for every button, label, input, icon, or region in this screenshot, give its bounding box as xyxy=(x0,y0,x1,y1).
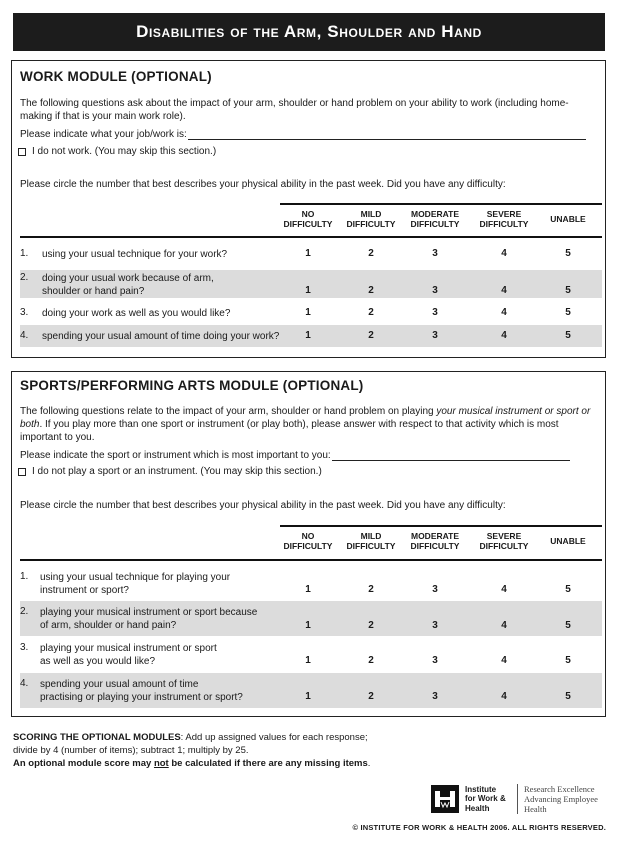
sports-table-top-rule xyxy=(280,525,602,527)
response-option-2[interactable]: 2 xyxy=(368,285,374,296)
response-option-4[interactable]: 4 xyxy=(501,330,507,341)
response-option-4[interactable]: 4 xyxy=(501,620,507,631)
response-option-3[interactable]: 3 xyxy=(432,307,438,318)
col-header-line: MILD xyxy=(360,531,382,541)
work-module xyxy=(11,60,606,358)
col-header-line: UNABLE xyxy=(550,536,586,546)
question-line: spending your usual amount of time xyxy=(40,679,199,690)
work-module-title: WORK MODULE (OPTIONAL) xyxy=(20,69,212,84)
sports-skip-checkbox[interactable] xyxy=(18,468,26,476)
response-option-3[interactable]: 3 xyxy=(432,330,438,341)
response-option-4[interactable]: 4 xyxy=(501,655,507,666)
response-option-5[interactable]: 5 xyxy=(565,330,571,341)
question-number: 3. xyxy=(20,307,29,318)
question-text xyxy=(42,272,292,298)
sports-intro-b: . If you play more than one sport or instrument (or play both), please answer with respect to that activity which is most important to you. xyxy=(20,419,559,443)
col-header-line: DIFFICULTY xyxy=(479,219,529,229)
question-line: spending your usual amount of time doing your work? xyxy=(42,331,280,342)
response-option-5[interactable]: 5 xyxy=(565,620,571,631)
iwh-logo-mark xyxy=(431,785,459,813)
question-text xyxy=(40,571,290,597)
question-line: practising or playing your instrument or sport? xyxy=(40,692,243,703)
response-option-2[interactable]: 2 xyxy=(368,620,374,631)
response-option-4[interactable]: 4 xyxy=(501,248,507,259)
response-option-3[interactable]: 3 xyxy=(432,285,438,296)
response-option-3[interactable]: 3 xyxy=(432,620,438,631)
response-option-4[interactable]: 4 xyxy=(501,584,507,595)
col-header-line: MODERATE xyxy=(410,209,459,219)
col-header-line: SEVERE xyxy=(486,531,522,541)
sports-intro-a: The following questions relate to the impact of your arm, shoulder or hand problem on playing xyxy=(20,406,437,417)
sport-answer-field[interactable] xyxy=(332,450,570,461)
question-line: playing your musical instrument or sport xyxy=(40,643,217,654)
sport-line xyxy=(20,450,570,461)
col-header-line: NO xyxy=(301,209,315,219)
response-option-3[interactable]: 3 xyxy=(432,584,438,595)
question-line: doing your usual work because of arm, xyxy=(42,273,214,284)
logo-name-line: Institute xyxy=(465,784,497,794)
iwh-logo-name xyxy=(465,785,511,814)
response-option-2[interactable]: 2 xyxy=(368,307,374,318)
col-header-line: MILD xyxy=(360,209,382,219)
question-number: 1. xyxy=(20,571,29,582)
iwh-tagline xyxy=(524,784,598,814)
work-col-header xyxy=(469,209,539,229)
work-col-header xyxy=(533,214,603,224)
scoring-warning-underline: not xyxy=(153,758,169,769)
question-number: 4. xyxy=(20,678,29,689)
response-option-5[interactable]: 5 xyxy=(565,691,571,702)
response-option-1[interactable]: 1 xyxy=(305,655,311,666)
question-line: instrument or sport? xyxy=(40,585,129,596)
col-header-line: DIFFICULTY xyxy=(346,219,396,229)
work-question-row xyxy=(20,325,602,347)
sports-module-intro xyxy=(20,405,600,444)
question-text xyxy=(40,606,290,632)
sports-question-row xyxy=(20,566,602,599)
response-option-5[interactable]: 5 xyxy=(565,584,571,595)
sports-module-title: SPORTS/PERFORMING ARTS MODULE (OPTIONAL) xyxy=(20,378,364,393)
question-line: as well as you would like? xyxy=(40,656,156,667)
sports-question-row xyxy=(20,673,602,708)
response-option-5[interactable]: 5 xyxy=(565,248,571,259)
sports-intro-italic: your musical instrument or sport or both xyxy=(20,406,591,430)
work-question-row xyxy=(20,243,602,265)
work-instruction: Please circle the number that best describes your physical ability in the past week. Did you have any difficulty: xyxy=(20,179,506,190)
question-number: 2. xyxy=(20,272,29,283)
question-text xyxy=(42,307,292,320)
scoring-warning-a: An optional module score may xyxy=(13,758,154,769)
col-header-line: MODERATE xyxy=(410,531,459,541)
response-option-2[interactable]: 2 xyxy=(368,330,374,341)
sports-module xyxy=(11,371,606,717)
col-header-line: DIFFICULTY xyxy=(346,541,396,551)
col-header-line: DIFFICULTY xyxy=(479,541,529,551)
copyright: © INSTITUTE FOR WORK & HEALTH 2006. ALL RIGHTS RESERVED. xyxy=(352,823,606,832)
work-table-header-rule xyxy=(20,236,602,238)
sports-skip-line xyxy=(18,466,322,477)
page-title: Disabilities of the Arm, Shoulder and Hand xyxy=(13,13,605,51)
response-option-3[interactable]: 3 xyxy=(432,248,438,259)
job-line xyxy=(20,129,586,140)
col-header-line: DIFFICULTY xyxy=(283,219,333,229)
sports-question-row xyxy=(20,638,602,671)
response-option-4[interactable]: 4 xyxy=(501,307,507,318)
scoring-warning-c: . xyxy=(367,758,371,769)
work-question-row xyxy=(20,304,602,324)
scoring-warning-b: be calculated if there are any missing items xyxy=(168,758,368,769)
work-col-header xyxy=(336,209,406,229)
sports-question-row xyxy=(20,601,602,636)
sport-prompt: Please indicate the sport or instrument which is most important to you: xyxy=(20,450,331,461)
job-prompt: Please indicate what your job/work is: xyxy=(20,129,187,140)
work-col-header xyxy=(400,209,470,229)
sports-col-header xyxy=(273,531,343,551)
question-number: 1. xyxy=(20,248,29,259)
iwh-logo xyxy=(431,784,598,814)
col-header-line: NO xyxy=(301,531,315,541)
sports-instruction: Please circle the number that best describes your physical ability in the past week. Did you have any difficulty: xyxy=(20,500,506,511)
sports-col-header xyxy=(400,531,470,551)
work-table-top-rule xyxy=(280,203,602,205)
response-option-5[interactable]: 5 xyxy=(565,285,571,296)
sports-table-header-rule xyxy=(20,559,602,561)
question-text xyxy=(40,678,290,704)
question-line: using your usual technique for your work? xyxy=(42,249,228,260)
scoring-instructions xyxy=(13,731,433,770)
response-option-2[interactable]: 2 xyxy=(368,248,374,259)
logo-name-line: Health xyxy=(465,803,490,813)
scoring-heading: SCORING THE OPTIONAL MODULES xyxy=(13,732,181,743)
question-line: shoulder or hand pain? xyxy=(42,286,145,297)
col-header-line: DIFFICULTY xyxy=(410,541,460,551)
scoring-text-2: divide by 4 (number of items); subtract 1; multiply by 25. xyxy=(13,745,249,756)
response-option-2[interactable]: 2 xyxy=(368,655,374,666)
work-skip-checkbox[interactable] xyxy=(18,148,26,156)
response-option-1[interactable]: 1 xyxy=(305,248,311,259)
question-number: 3. xyxy=(20,642,29,653)
tagline-line: Health xyxy=(524,804,547,814)
work-col-header xyxy=(273,209,343,229)
response-option-1[interactable]: 1 xyxy=(305,620,311,631)
sports-col-header xyxy=(469,531,539,551)
job-answer-field[interactable] xyxy=(188,129,586,140)
scoring-text-1: : Add up assigned values for each response; xyxy=(180,732,368,743)
response-option-5[interactable]: 5 xyxy=(565,655,571,666)
question-number: 2. xyxy=(20,606,29,617)
sports-col-header xyxy=(336,531,406,551)
tagline-line: Research Excellence xyxy=(524,784,595,794)
work-question-row xyxy=(20,270,602,298)
col-header-line: SEVERE xyxy=(486,209,522,219)
work-skip-line xyxy=(18,146,216,157)
question-number: 4. xyxy=(20,330,29,341)
sports-skip-label: I do not play a sport or an instrument. (You may skip this section.) xyxy=(32,466,322,477)
question-text xyxy=(40,642,290,668)
col-header-line: UNABLE xyxy=(550,214,586,224)
sports-col-header xyxy=(533,536,603,546)
work-module-intro: The following questions ask about the impact of your arm, shoulder or hand problem on your ability to work (including home-making if that is your main work role). xyxy=(20,98,569,122)
response-option-4[interactable]: 4 xyxy=(501,691,507,702)
response-option-4[interactable]: 4 xyxy=(501,285,507,296)
col-header-line: DIFFICULTY xyxy=(410,219,460,229)
question-text xyxy=(42,330,292,343)
response-option-5[interactable]: 5 xyxy=(565,307,571,318)
col-header-line: DIFFICULTY xyxy=(283,541,333,551)
response-option-3[interactable]: 3 xyxy=(432,691,438,702)
question-line: doing your work as well as you would like? xyxy=(42,308,231,319)
response-option-2[interactable]: 2 xyxy=(368,691,374,702)
response-option-1[interactable]: 1 xyxy=(305,691,311,702)
question-line: of arm, shoulder or hand pain? xyxy=(40,620,177,631)
response-option-1[interactable]: 1 xyxy=(305,307,311,318)
logo-separator xyxy=(517,784,518,814)
work-skip-label: I do not work. (You may skip this section.) xyxy=(32,146,217,157)
question-line: playing your musical instrument or sport because xyxy=(40,607,258,618)
question-line: using your usual technique for playing your xyxy=(40,572,231,583)
response-option-1[interactable]: 1 xyxy=(305,285,311,296)
response-option-2[interactable]: 2 xyxy=(368,584,374,595)
logo-name-line: for Work & xyxy=(465,794,506,804)
question-text xyxy=(42,248,292,261)
response-option-1[interactable]: 1 xyxy=(305,330,311,341)
response-option-3[interactable]: 3 xyxy=(432,655,438,666)
response-option-1[interactable]: 1 xyxy=(305,584,311,595)
tagline-line: Advancing Employee xyxy=(524,794,598,804)
